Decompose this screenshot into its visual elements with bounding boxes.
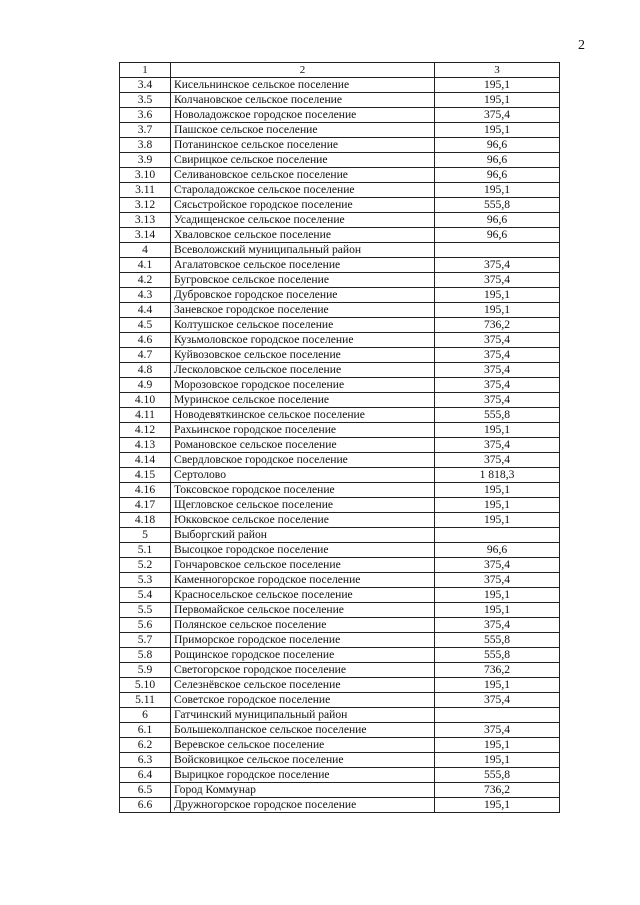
table-row xyxy=(120,738,560,753)
settlement-name: Дружногорское городское поселение xyxy=(171,798,435,813)
row-number: 3.11 xyxy=(120,183,171,198)
row-number: 6.3 xyxy=(120,753,171,768)
row-number: 5.7 xyxy=(120,633,171,648)
row-number: 6.4 xyxy=(120,768,171,783)
table-row xyxy=(120,768,560,783)
settlement-name: Всеволожский муниципальный район xyxy=(171,243,435,258)
settlement-name: Колтушское сельское поселение xyxy=(171,318,435,333)
settlement-name: Кисельнинское сельское поселение xyxy=(171,78,435,93)
table-row xyxy=(120,123,560,138)
amount-value: 375,4 xyxy=(435,693,560,708)
amount-value: 375,4 xyxy=(435,393,560,408)
table-row xyxy=(120,513,560,528)
table-row xyxy=(120,168,560,183)
amount-value: 195,1 xyxy=(435,288,560,303)
column-header-3: 3 xyxy=(435,63,560,78)
settlement-name: Романовское сельское поселение xyxy=(171,438,435,453)
amount-value: 195,1 xyxy=(435,588,560,603)
amount-value: 195,1 xyxy=(435,678,560,693)
amount-value: 375,4 xyxy=(435,453,560,468)
amount-value: 375,4 xyxy=(435,438,560,453)
settlement-name: Сясьстройское городское поселение xyxy=(171,198,435,213)
table-row xyxy=(120,453,560,468)
amount-value xyxy=(435,243,560,258)
row-number: 4.10 xyxy=(120,393,171,408)
amount-value: 96,6 xyxy=(435,228,560,243)
table-row xyxy=(120,468,560,483)
row-number: 3.4 xyxy=(120,78,171,93)
table-row xyxy=(120,408,560,423)
row-number: 4.8 xyxy=(120,363,171,378)
amount-value: 195,1 xyxy=(435,78,560,93)
table-row xyxy=(120,483,560,498)
row-number: 5.6 xyxy=(120,618,171,633)
settlement-name: Заневское городское поселение xyxy=(171,303,435,318)
table-row xyxy=(120,783,560,798)
table-row xyxy=(120,588,560,603)
amount-value: 375,4 xyxy=(435,618,560,633)
row-number: 5.9 xyxy=(120,663,171,678)
table-row xyxy=(120,303,560,318)
amount-value: 736,2 xyxy=(435,663,560,678)
table-row xyxy=(120,243,560,258)
amount-value: 555,8 xyxy=(435,408,560,423)
table-row xyxy=(120,393,560,408)
settlement-name: Большеколпанское сельское поселение xyxy=(171,723,435,738)
allocation-table xyxy=(119,62,560,813)
table-row xyxy=(120,138,560,153)
settlement-name: Советское городское поселение xyxy=(171,693,435,708)
table-row xyxy=(120,228,560,243)
table-row xyxy=(120,558,560,573)
amount-value: 1 818,3 xyxy=(435,468,560,483)
amount-value: 195,1 xyxy=(435,483,560,498)
settlement-name: Город Коммунар xyxy=(171,783,435,798)
settlement-name: Светогорское городское поселение xyxy=(171,663,435,678)
settlement-name: Гончаровское сельское поселение xyxy=(171,558,435,573)
settlement-name: Новоладожское городское поселение xyxy=(171,108,435,123)
amount-value: 555,8 xyxy=(435,198,560,213)
settlement-name: Муринское сельское поселение xyxy=(171,393,435,408)
table-row xyxy=(120,198,560,213)
settlement-name: Колчановское сельское поселение xyxy=(171,93,435,108)
row-number: 5.5 xyxy=(120,603,171,618)
table-row xyxy=(120,633,560,648)
amount-value: 96,6 xyxy=(435,138,560,153)
row-number: 4.6 xyxy=(120,333,171,348)
row-number: 5.10 xyxy=(120,678,171,693)
row-number: 3.7 xyxy=(120,123,171,138)
row-number: 4.1 xyxy=(120,258,171,273)
amount-value: 195,1 xyxy=(435,93,560,108)
row-number: 4.12 xyxy=(120,423,171,438)
table-row xyxy=(120,363,560,378)
row-number: 4.3 xyxy=(120,288,171,303)
amount-value: 375,4 xyxy=(435,573,560,588)
amount-value: 375,4 xyxy=(435,333,560,348)
settlement-name: Селезнёвское сельское поселение xyxy=(171,678,435,693)
row-number: 4 xyxy=(120,243,171,258)
row-number: 5.1 xyxy=(120,543,171,558)
row-number: 3.13 xyxy=(120,213,171,228)
settlement-name: Куйвозовское сельское поселение xyxy=(171,348,435,363)
amount-value: 195,1 xyxy=(435,183,560,198)
table-row xyxy=(120,153,560,168)
settlement-name: Лесколовское сельское поселение xyxy=(171,363,435,378)
row-number: 5 xyxy=(120,528,171,543)
settlement-name: Красносельское сельское поселение xyxy=(171,588,435,603)
row-number: 4.7 xyxy=(120,348,171,363)
settlement-name: Приморское городское поселение xyxy=(171,633,435,648)
table-row xyxy=(120,528,560,543)
amount-value xyxy=(435,528,560,543)
row-number: 6 xyxy=(120,708,171,723)
table-row xyxy=(120,93,560,108)
row-number: 5.3 xyxy=(120,573,171,588)
settlement-name: Бугровское сельское поселение xyxy=(171,273,435,288)
table-row xyxy=(120,798,560,813)
amount-value: 375,4 xyxy=(435,558,560,573)
settlement-name: Пашское сельское поселение xyxy=(171,123,435,138)
settlement-name: Сертолово xyxy=(171,468,435,483)
amount-value: 195,1 xyxy=(435,498,560,513)
settlement-name: Дубровское городское поселение xyxy=(171,288,435,303)
amount-value xyxy=(435,708,560,723)
row-number: 5.4 xyxy=(120,588,171,603)
amount-value: 195,1 xyxy=(435,738,560,753)
settlement-name: Первомайское сельское поселение xyxy=(171,603,435,618)
settlement-name: Кузьмоловское городское поселение xyxy=(171,333,435,348)
settlement-name: Селивановское сельское поселение xyxy=(171,168,435,183)
row-number: 3.14 xyxy=(120,228,171,243)
settlement-name: Выборгский район xyxy=(171,528,435,543)
amount-value: 195,1 xyxy=(435,303,560,318)
row-number: 3.9 xyxy=(120,153,171,168)
column-header-1: 1 xyxy=(120,63,171,78)
table-row xyxy=(120,318,560,333)
amount-value: 96,6 xyxy=(435,168,560,183)
table-row xyxy=(120,723,560,738)
settlement-name: Свердловское городское поселение xyxy=(171,453,435,468)
table-row xyxy=(120,573,560,588)
row-number: 4.5 xyxy=(120,318,171,333)
settlement-name: Агалатовское сельское поселение xyxy=(171,258,435,273)
amount-value: 96,6 xyxy=(435,543,560,558)
amount-value: 195,1 xyxy=(435,423,560,438)
settlement-name: Войсковицкое сельское поселение xyxy=(171,753,435,768)
settlement-name: Вырицкое городское поселение xyxy=(171,768,435,783)
row-number: 4.11 xyxy=(120,408,171,423)
amount-value: 375,4 xyxy=(435,378,560,393)
settlement-name: Каменногорское городское поселение xyxy=(171,573,435,588)
settlement-name: Рощинское городское поселение xyxy=(171,648,435,663)
row-number: 6.6 xyxy=(120,798,171,813)
table-row xyxy=(120,603,560,618)
table-row xyxy=(120,663,560,678)
table-header-row xyxy=(120,63,560,78)
table-row xyxy=(120,438,560,453)
row-number: 4.4 xyxy=(120,303,171,318)
column-header-2: 2 xyxy=(171,63,435,78)
row-number: 3.12 xyxy=(120,198,171,213)
row-number: 6.1 xyxy=(120,723,171,738)
row-number: 3.6 xyxy=(120,108,171,123)
settlement-name: Веревское сельское поселение xyxy=(171,738,435,753)
table-row xyxy=(120,543,560,558)
amount-value: 736,2 xyxy=(435,783,560,798)
settlement-name: Староладожское сельское поселение xyxy=(171,183,435,198)
row-number: 4.2 xyxy=(120,273,171,288)
table-row xyxy=(120,213,560,228)
amount-value: 195,1 xyxy=(435,753,560,768)
row-number: 5.8 xyxy=(120,648,171,663)
row-number: 4.16 xyxy=(120,483,171,498)
table-row xyxy=(120,648,560,663)
settlement-name: Высоцкое городское поселение xyxy=(171,543,435,558)
table-row xyxy=(120,423,560,438)
table-row xyxy=(120,348,560,363)
table-row xyxy=(120,378,560,393)
table-row xyxy=(120,708,560,723)
amount-value: 96,6 xyxy=(435,153,560,168)
settlement-name: Токсовское городское поселение xyxy=(171,483,435,498)
amount-value: 736,2 xyxy=(435,318,560,333)
page-number: 2 xyxy=(578,38,585,53)
settlement-name: Полянское сельское поселение xyxy=(171,618,435,633)
amount-value: 555,8 xyxy=(435,633,560,648)
row-number: 6.5 xyxy=(120,783,171,798)
table-row xyxy=(120,498,560,513)
table-row xyxy=(120,678,560,693)
row-number: 4.14 xyxy=(120,453,171,468)
row-number: 4.9 xyxy=(120,378,171,393)
settlement-name: Рахьинское городское поселение xyxy=(171,423,435,438)
table-row xyxy=(120,333,560,348)
amount-value: 375,4 xyxy=(435,363,560,378)
table-row xyxy=(120,78,560,93)
table-row xyxy=(120,618,560,633)
row-number: 3.10 xyxy=(120,168,171,183)
table-row xyxy=(120,288,560,303)
settlement-name: Гатчинский муниципальный район xyxy=(171,708,435,723)
row-number: 3.5 xyxy=(120,93,171,108)
table-row xyxy=(120,108,560,123)
table-row xyxy=(120,183,560,198)
row-number: 4.15 xyxy=(120,468,171,483)
table-row xyxy=(120,693,560,708)
settlement-name: Усадищенское сельское поселение xyxy=(171,213,435,228)
settlement-name: Свирицкое сельское поселение xyxy=(171,153,435,168)
settlement-name: Морозовское городское поселение xyxy=(171,378,435,393)
amount-value: 195,1 xyxy=(435,798,560,813)
amount-value: 375,4 xyxy=(435,108,560,123)
amount-value: 375,4 xyxy=(435,348,560,363)
amount-value: 375,4 xyxy=(435,258,560,273)
row-number: 5.11 xyxy=(120,693,171,708)
amount-value: 375,4 xyxy=(435,723,560,738)
row-number: 4.18 xyxy=(120,513,171,528)
amount-value: 195,1 xyxy=(435,123,560,138)
row-number: 6.2 xyxy=(120,738,171,753)
settlement-name: Новодевяткинское сельское поселение xyxy=(171,408,435,423)
amount-value: 96,6 xyxy=(435,213,560,228)
row-number: 5.2 xyxy=(120,558,171,573)
amount-value: 195,1 xyxy=(435,603,560,618)
table-row xyxy=(120,753,560,768)
settlement-name: Щегловское сельское поселение xyxy=(171,498,435,513)
settlement-name: Юкковское сельское поселение xyxy=(171,513,435,528)
row-number: 4.17 xyxy=(120,498,171,513)
row-number: 3.8 xyxy=(120,138,171,153)
settlement-name: Хваловское сельское поселение xyxy=(171,228,435,243)
row-number: 4.13 xyxy=(120,438,171,453)
amount-value: 195,1 xyxy=(435,513,560,528)
table-row xyxy=(120,273,560,288)
table-row xyxy=(120,258,560,273)
amount-value: 555,8 xyxy=(435,768,560,783)
amount-value: 555,8 xyxy=(435,648,560,663)
amount-value: 375,4 xyxy=(435,273,560,288)
settlement-name: Потанинское сельское поселение xyxy=(171,138,435,153)
